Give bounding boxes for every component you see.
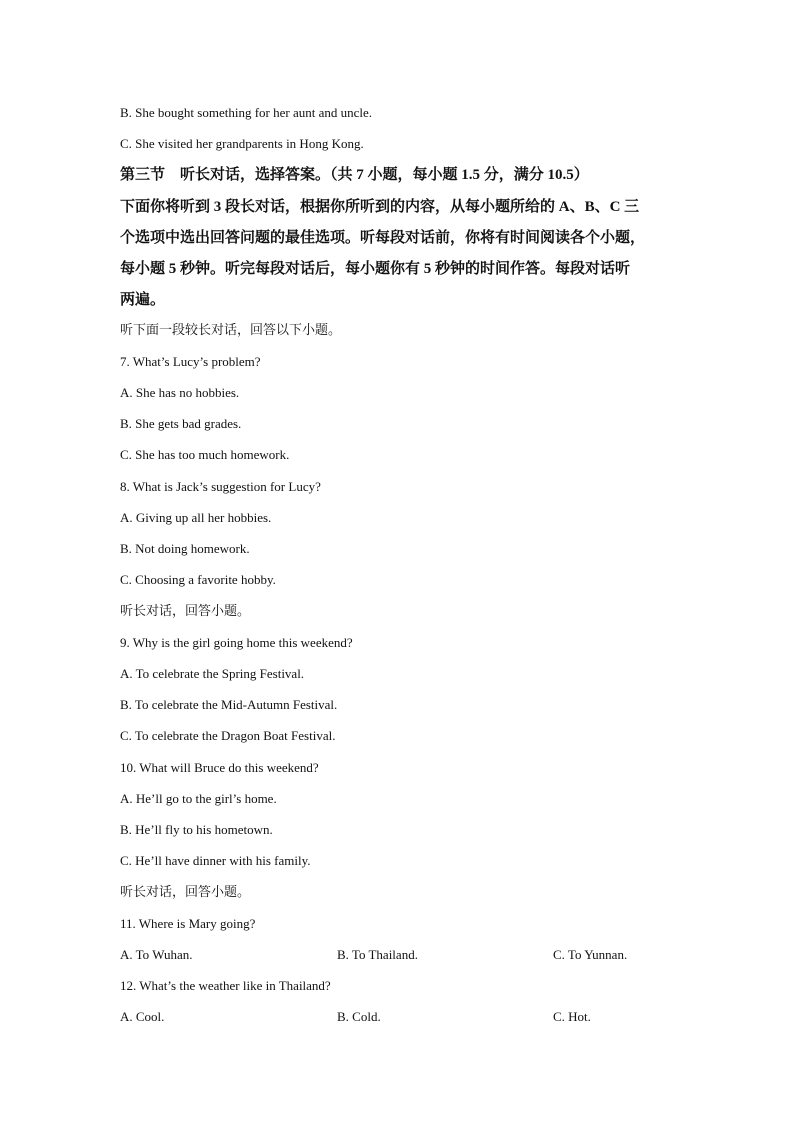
answer-option: C. To Yunnan. [553,947,628,962]
answer-option: B. Not doing homework. [120,541,250,556]
answer-option: A. To Wuhan. [120,947,193,962]
dialogue-intro: 听长对话，回答小题。 [120,884,251,899]
dialogue-intro: 听长对话，回答小题。 [120,603,251,618]
option-line: B. She bought something for her aunt and uncle. [120,105,373,120]
question-stem: 11. Where is Mary going? [120,916,256,931]
instructions-line: 个选项中选出回答问题的最佳选项。听每段对话前，你将有时间阅读各个小题， [120,230,646,246]
answer-option: A. She has no hobbies. [120,385,240,400]
answer-option: B. Cold. [337,1009,381,1024]
question-stem: 7. What’s Lucy’s problem? [120,354,261,369]
answer-option: C. She has too much homework. [120,447,290,462]
answer-option: A. To celebrate the Spring Festival. [120,666,305,681]
instructions-line: 下面你将听到 3 段长对话，根据你所听到的内容，从每小题所给的 A、B、C 三 [120,199,640,215]
answer-option: A. Cool. [120,1009,165,1024]
answer-option: C. Hot. [553,1009,591,1024]
answer-option: B. He’ll fly to his hometown. [120,822,273,837]
instructions-line: 每小题 5 秒钟。听完每段对话后，每小题你有 5 秒钟的时间作答。每段对话听 [120,261,631,277]
question-stem: 10. What will Bruce do this weekend? [120,760,319,775]
option-line: C. She visited her grandparents in Hong Kong. [120,136,364,151]
question-stem: 12. What’s the weather like in Thailand? [120,978,331,993]
answer-option: A. Giving up all her hobbies. [120,510,272,525]
answer-option: C. He’ll have dinner with his family. [120,853,311,868]
section-title: 第三节 听长对话，选择答案。（共 7 小题，每小题 1.5 分，满分 10.5） [120,167,589,183]
answer-option: B. She gets bad grades. [120,416,242,431]
answer-option: B. To Thailand. [337,947,418,962]
answer-option: C. To celebrate the Dragon Boat Festival. [120,728,336,743]
question-stem: 9. Why is the girl going home this weekend? [120,635,353,650]
answer-option: A. He’ll go to the girl’s home. [120,791,277,806]
dialogue-intro: 听下面一段较长对话，回答以下小题。 [120,322,342,337]
question-stem: 8. What is Jack’s suggestion for Lucy? [120,479,321,494]
answer-option: C. Choosing a favorite hobby. [120,572,276,587]
instructions-line: 两遍。 [120,292,166,308]
answer-option: B. To celebrate the Mid-Autumn Festival. [120,697,338,712]
